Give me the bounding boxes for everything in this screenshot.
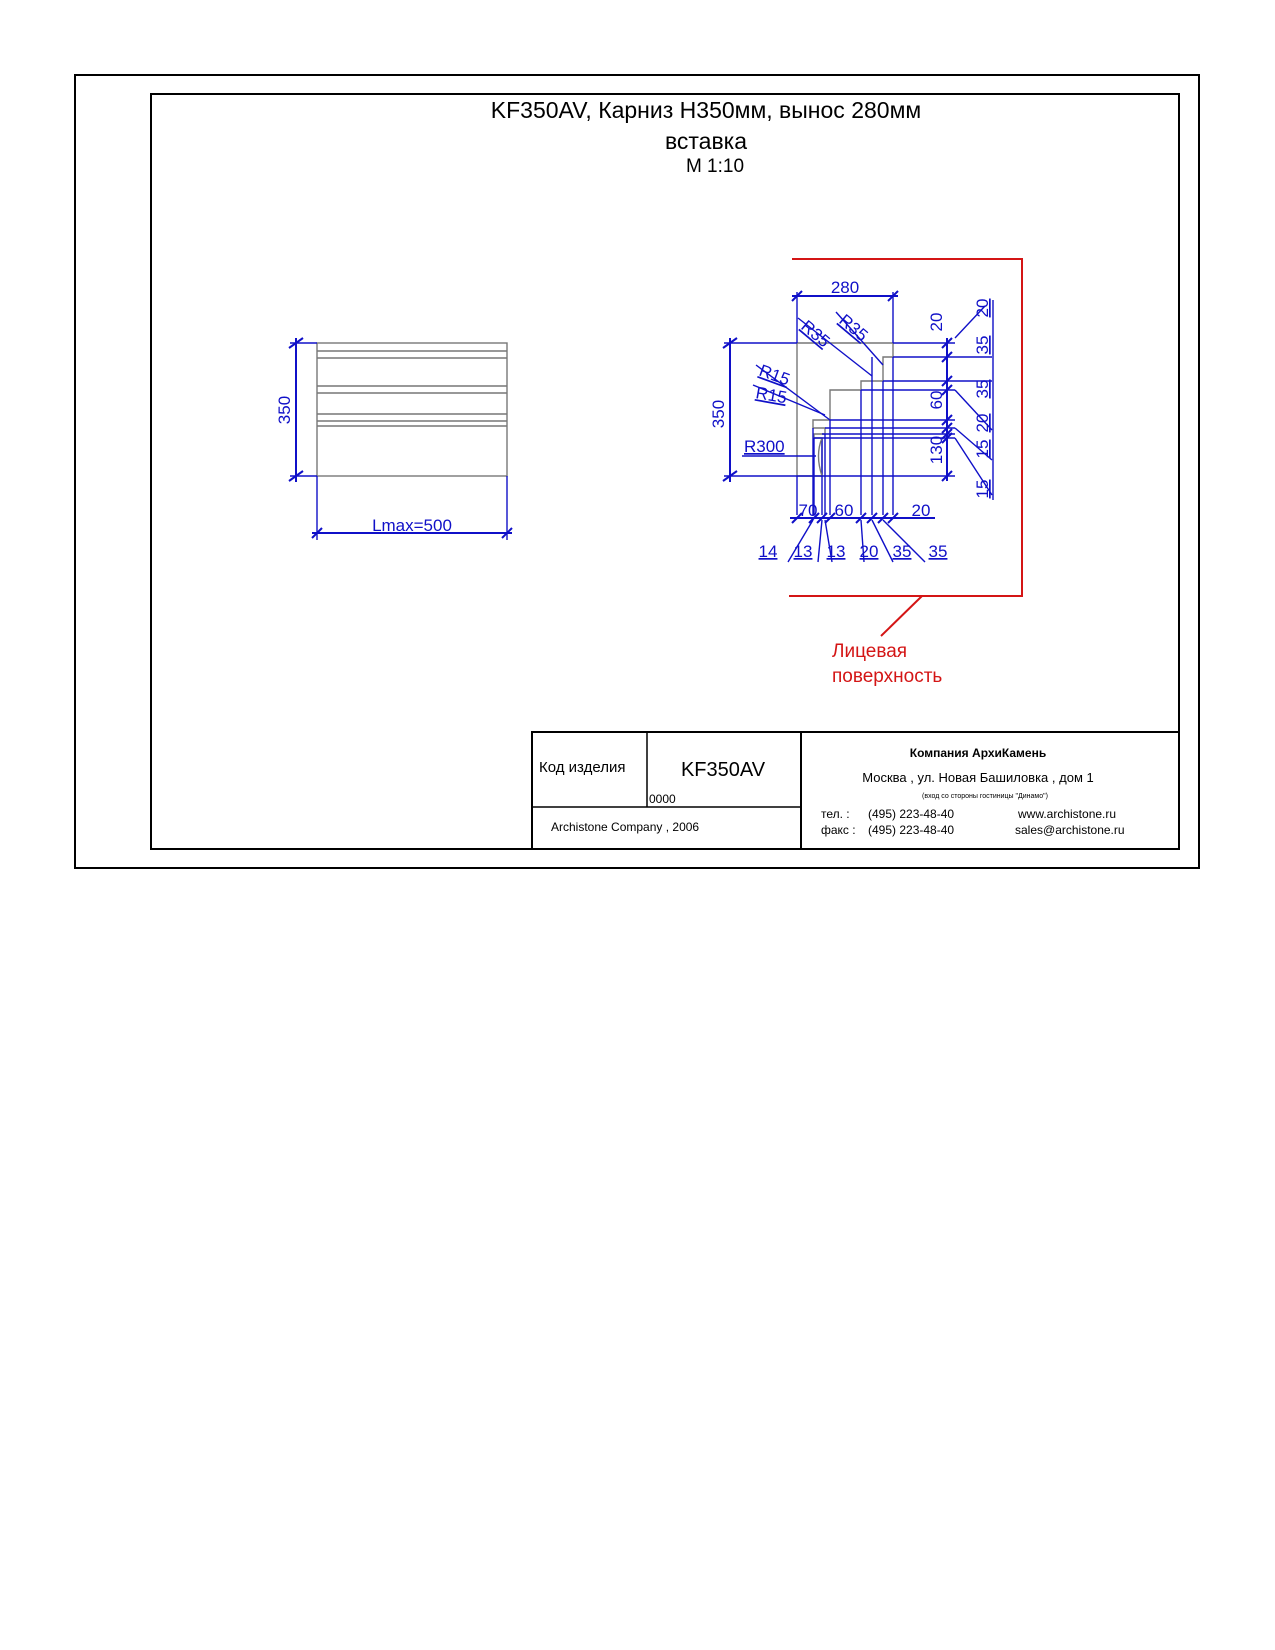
phone-label: тел. : — [821, 807, 850, 821]
bottom-dim-sub: 35 — [928, 542, 948, 561]
front-view — [275, 338, 512, 540]
company-address: Москва , ул. Новая Башиловка , дом 1 — [862, 770, 1094, 785]
right-inner-dim: 130 — [927, 435, 946, 465]
bottom-dim: 70 — [798, 501, 818, 520]
profile-view — [709, 259, 1022, 636]
company-name: Компания АрхиКамень — [909, 746, 1047, 760]
front-view-outline — [317, 343, 507, 476]
right-outer-dim: 35 — [973, 379, 992, 399]
right-outer-dim: 15 — [973, 479, 992, 499]
product-code-number: 0000 — [649, 792, 676, 806]
fax-number: (495) 223-48-40 — [868, 823, 955, 837]
copyright-text: Archistone Company , 2006 — [551, 820, 700, 834]
right-outer-dim: 20 — [973, 298, 992, 318]
company-entrance-note: (вход со стороны гостиницы "Динамо") — [922, 793, 1048, 800]
drawing-subtitle: вставка — [664, 128, 748, 154]
radius-label: R35 — [797, 316, 834, 352]
bottom-dim-sub: 14 — [758, 542, 778, 561]
radius-label: R300 — [744, 437, 785, 456]
right-inner-dim: 20 — [927, 312, 946, 332]
title-block — [532, 732, 1179, 849]
email-link[interactable]: sales@archistone.ru — [1015, 823, 1125, 837]
bottom-dim: 60 — [834, 501, 854, 520]
drawing-title: KF350AV, Карниз H350мм, вынос 280мм — [490, 97, 922, 123]
bottom-dim-sub: 35 — [892, 542, 912, 561]
profile-height: 350 — [709, 399, 728, 429]
radius-label: R35 — [835, 310, 872, 346]
face-note-line2: поверхность — [832, 666, 943, 687]
right-outer-dim: 15 — [973, 439, 992, 459]
bottom-dim: 20 — [911, 501, 931, 520]
right-outer-dim: 35 — [973, 335, 992, 355]
product-code-label: Код изделия — [539, 759, 626, 776]
front-height-label: 350 — [275, 395, 294, 425]
fax-label: факс : — [821, 823, 856, 837]
right-inner-dim: 60 — [927, 390, 946, 410]
website-link[interactable]: www.archistone.ru — [1018, 807, 1117, 821]
profile-top-width: 280 — [830, 278, 860, 297]
drawing-scale: M 1:10 — [685, 156, 745, 177]
radius-label: R15 — [756, 360, 793, 390]
bottom-dim-sub: 13 — [793, 542, 813, 561]
inner-frame — [151, 94, 1179, 849]
face-surface-leader — [881, 596, 922, 636]
front-length-label: Lmax=500 — [372, 516, 452, 535]
bottom-dim-sub: 13 — [826, 542, 846, 561]
phone-number: (495) 223-48-40 — [868, 807, 955, 821]
bottom-dim-sub: 20 — [859, 542, 879, 561]
product-code-value: KF350AV — [680, 759, 766, 781]
face-note-line1: Лицевая — [832, 641, 908, 662]
radius-label: R15 — [754, 383, 789, 408]
right-outer-dim: 20 — [973, 413, 992, 433]
